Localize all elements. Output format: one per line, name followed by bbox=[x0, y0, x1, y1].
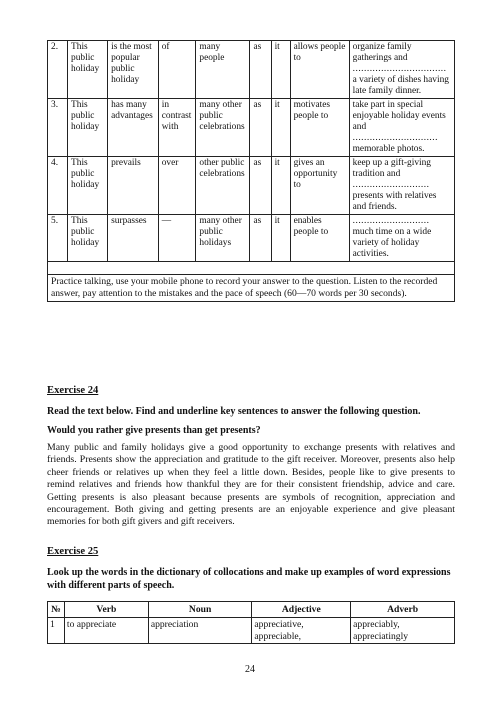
row-number: 2. bbox=[48, 41, 68, 99]
row-number: 3. bbox=[48, 99, 68, 157]
comparison-cell: many people bbox=[196, 41, 250, 99]
as-cell: as bbox=[250, 215, 271, 262]
verb-cell: has many advantages bbox=[108, 99, 159, 157]
it-cell: it bbox=[271, 41, 290, 99]
reason-cell: motivates people to bbox=[290, 99, 349, 157]
practice-row bbox=[48, 275, 455, 302]
column-header: Adjective bbox=[252, 602, 351, 618]
activity-cell bbox=[349, 215, 454, 262]
activity-text: a variety of dishes having late family dinner. bbox=[352, 75, 449, 96]
phrase-table bbox=[47, 40, 455, 302]
preposition-cell: — bbox=[158, 215, 196, 262]
as-cell: as bbox=[250, 41, 271, 99]
it-cell: it bbox=[271, 157, 290, 215]
row-number: 1 bbox=[48, 618, 65, 644]
comparison-cell: many other public holidays bbox=[196, 215, 250, 262]
reason-cell: allows people to bbox=[290, 41, 349, 99]
exercise-25-title: Exercise 25 bbox=[47, 546, 99, 557]
subject-cell: This public holiday bbox=[68, 41, 108, 99]
exercise-25-instruction: Look up the words in the dictionary of collocations and make up examples of word expressions with different parts of speech. bbox=[47, 567, 451, 591]
subject-cell: This public holiday bbox=[68, 215, 108, 262]
table-row bbox=[48, 41, 455, 99]
table-row bbox=[48, 618, 455, 644]
comparison-cell: other public celebrations bbox=[196, 157, 250, 215]
activity-text: keep up a gift-giving tradition and bbox=[352, 158, 431, 179]
page-number: 24 bbox=[245, 664, 255, 675]
practice-instruction: Practice talking, use your mobile phone to record your answer to the question. Listen to the recorded answer, pay attention to the mistakes and the pace of speech (60—70 words per 30 seconds). bbox=[48, 275, 455, 302]
reason-cell: enables people to bbox=[290, 215, 349, 262]
activity-cell bbox=[349, 41, 454, 99]
preposition-cell: in contrast with bbox=[158, 99, 196, 157]
subject-cell: This public holiday bbox=[68, 157, 108, 215]
activity-cell bbox=[349, 157, 454, 215]
exercise-24-instruction: Read the text below. Find and underline key sentences to answer the following question. bbox=[47, 406, 421, 417]
exercise-24-title: Exercise 24 bbox=[47, 385, 99, 396]
column-header: Verb bbox=[64, 602, 148, 618]
table-row bbox=[48, 157, 455, 215]
verb-cell: is the most popular public holiday bbox=[108, 41, 159, 99]
adverb-cell: appreciably, appreciatingly bbox=[351, 618, 455, 644]
column-header: № bbox=[48, 602, 65, 618]
reason-cell: gives an opportunity to bbox=[290, 157, 349, 215]
table-header-row bbox=[48, 602, 455, 618]
verb-cell: to appreciate bbox=[64, 618, 148, 644]
row-number: 5. bbox=[48, 215, 68, 262]
comparison-cell: many other public celebrations bbox=[196, 99, 250, 157]
adjective-cell: appreciative, appreciable, bbox=[252, 618, 351, 644]
activity-text: organize family gatherings and bbox=[352, 42, 412, 63]
exercise-24-text: Many public and family holidays give a good opportunity to exchange presents with relatives and friends. Presents show the appreciation and gratitude to the gift receiver. Moreover, presents also help cheer friends or relatives up when they feel a little down. Besides, people like to give presents to remind relatives and friends how thankful they are for their consistent friendship, advice and care. Getting presents is also pleasant because presents are symbols of recognition, appreciation and encouragement. Both giving and getting presents are an enjoyable experience and give pleasant memories for both gift givers and gift receivers. bbox=[47, 442, 455, 528]
verb-cell: surpasses bbox=[108, 215, 159, 262]
verb-cell: prevails bbox=[108, 157, 159, 215]
exercise-24-question: Would you rather give presents than get presents? bbox=[47, 425, 261, 436]
activity-text: take part in special enjoyable holiday events and bbox=[352, 100, 446, 132]
table-row bbox=[48, 215, 455, 262]
as-cell: as bbox=[250, 99, 271, 157]
noun-cell: appreciation bbox=[148, 618, 252, 644]
activity-text: memorable photos. bbox=[352, 144, 425, 154]
subject-cell: This public holiday bbox=[68, 99, 108, 157]
activity-text: much time on a wide variety of holiday activities. bbox=[352, 227, 432, 259]
column-header: Noun bbox=[148, 602, 252, 618]
blank-line: .............................. bbox=[352, 133, 438, 143]
preposition-cell: of bbox=[158, 41, 196, 99]
blank-line: ........................... bbox=[352, 216, 430, 226]
blank-line: ................................. bbox=[352, 64, 447, 74]
table-row bbox=[48, 99, 455, 157]
word-forms-table bbox=[47, 601, 455, 644]
preposition-cell: over bbox=[158, 157, 196, 215]
activity-text: presents with relatives and friends. bbox=[352, 191, 437, 212]
it-cell: it bbox=[271, 99, 290, 157]
column-header: Adverb bbox=[351, 602, 455, 618]
as-cell: as bbox=[250, 157, 271, 215]
row-number: 4. bbox=[48, 157, 68, 215]
it-cell: it bbox=[271, 215, 290, 262]
empty-row bbox=[48, 262, 455, 275]
blank-line: ........................... bbox=[352, 180, 430, 190]
activity-cell bbox=[349, 99, 454, 157]
